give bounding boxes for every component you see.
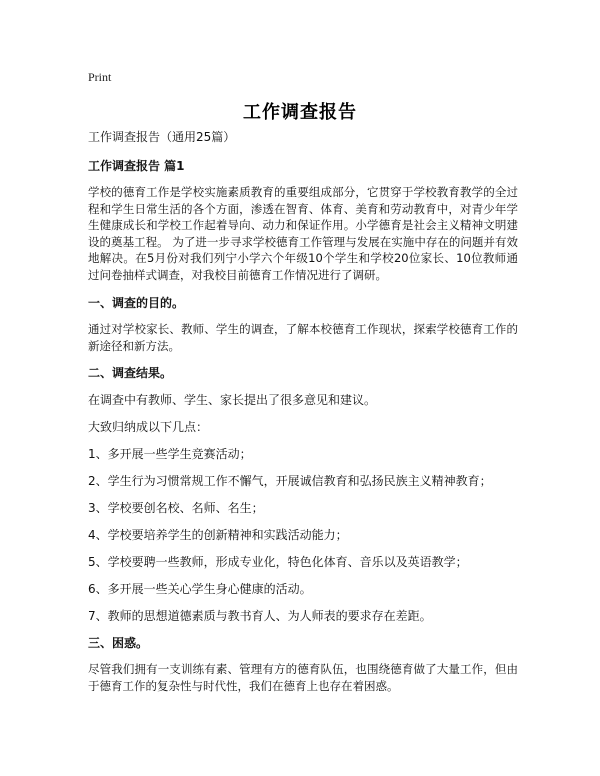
list-item: 2、学生行为习惯常规工作不懈气，开展诚信教育和弘扬民族主义精神教育；	[88, 474, 492, 488]
list-item: 1、多开展一些学生竞赛活动；	[88, 447, 252, 461]
print-label: Print	[88, 70, 112, 84]
list-item: 7、教师的思想道德素质与教书育人、为人师表的要求存在差距。	[88, 609, 432, 623]
heading-confusion: 三、困惑。	[88, 636, 149, 650]
summary-intro: 大致归纳成以下几点：	[88, 420, 209, 434]
document-subtitle: 工作调查报告（通用25篇）	[88, 130, 236, 144]
list-item: 4、学校要培养学生的创新精神和实践活动能力；	[88, 528, 348, 542]
list-item: 6、多开展一些关心学生身心健康的活动。	[88, 582, 312, 596]
section-title: 工作调查报告 篇1	[88, 159, 185, 173]
page-title: 工作调查报告	[243, 102, 357, 123]
results-paragraph: 在调查中有教师、学生、家长提出了很多意见和建议。	[88, 393, 377, 407]
list-item: 5、学校要聘一些教师，形成专业化，特色化体育、音乐以及英语教学；	[88, 555, 468, 569]
heading-results: 二、调查结果。	[88, 366, 173, 380]
confusion-paragraph: 尽管我们拥有一支训练有素、管理有方的德育队伍，也围绕德育做了大量工作，但由于德育工作的复杂性与时代性，我们在德育上也存在着困惑。	[88, 662, 518, 693]
purpose-paragraph: 通过对学校家长、教师、学生的调查，了解本校德育工作现状，探索学校德育工作的新途径和新方法。	[88, 322, 518, 353]
intro-paragraph: 学校的德育工作是学校实施素质教育的重要组成部分，它贯穿于学校教育教学的全过程和学生日常生活的各个方面，渗透在智育、体育、美育和劳动教育中，对青少年学生健康成长和学校工作起着导向、动力和保证作用。小学德育是社会主义精神文明建设的奠基工程。 为了进一步寻求学校德育工作管理与发展在实施中存在的问题并有效地解决。在5月份对我们列宁小学六个年级10个学生和学校20位家长、10位教师通过问卷抽样式调查，对我校目前德育工作情况进行了调研。	[88, 185, 518, 282]
heading-purpose: 一、调查的目的。	[88, 296, 185, 310]
results-list	[88, 445, 518, 625]
document-body	[88, 128, 518, 704]
list-item: 3、学校要创名校、名师、名生；	[88, 501, 264, 515]
